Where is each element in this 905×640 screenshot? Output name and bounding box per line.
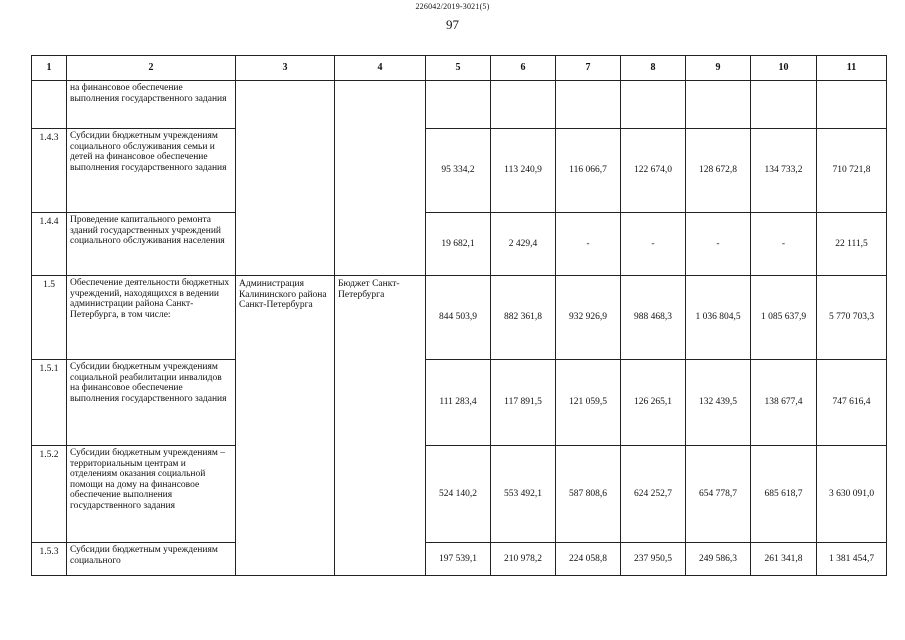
value-cell [556, 81, 621, 129]
row-description: Субсидии бюджетным учреждениям – территориальным центрам и отделениям оказания социальной помощи на дому на финансовое обеспечение выполнения государственного задания [67, 446, 236, 543]
source-cell-empty [335, 81, 426, 276]
header-row [32, 56, 887, 81]
row-code: 1.4.4 [32, 213, 67, 276]
value-cell: 988 468,3 [621, 276, 686, 360]
funding-source-cell: Бюджет Санкт-Петербурга [335, 276, 426, 576]
value-cell [491, 81, 556, 129]
value-cell: 116 066,7 [556, 129, 621, 213]
value-cell: 249 586,3 [686, 543, 751, 576]
value-cell [621, 81, 686, 129]
value-cell: 2 429,4 [491, 213, 556, 276]
value-cell: 128 672,8 [686, 129, 751, 213]
col-header: 7 [556, 56, 621, 81]
value-cell: 210 978,2 [491, 543, 556, 576]
executor-cell: Администрация Калининского района Санкт-Петербурга [236, 276, 335, 576]
value-cell: - [556, 213, 621, 276]
value-cell: 932 926,9 [556, 276, 621, 360]
value-cell: 261 341,8 [751, 543, 817, 576]
value-cell: 882 361,8 [491, 276, 556, 360]
value-cell: 553 492,1 [491, 446, 556, 543]
total-cell: 710 721,8 [817, 129, 887, 213]
value-cell: 685 618,7 [751, 446, 817, 543]
row-code: 1.5.3 [32, 543, 67, 576]
row-description: Проведение капитального ремонта зданий государственных учреждений социального обслуживания населения [67, 213, 236, 276]
col-header: 1 [32, 56, 67, 81]
row-description: Субсидии бюджетным учреждениям социальной реабилитации инвалидов на финансовое обеспечение выполнения государственного задания [67, 360, 236, 446]
table-row [32, 213, 887, 276]
value-cell: 844 503,9 [426, 276, 491, 360]
row-description: Субсидии бюджетным учреждениям социального [67, 543, 236, 576]
total-cell: 5 770 703,3 [817, 276, 887, 360]
row-description: на финансовое обеспечение выполнения государственного задания [67, 81, 236, 129]
budget-table [31, 55, 887, 576]
row-description: Обеспечение деятельности бюджетных учреждений, находящихся в ведении администрации района Санкт-Петербурга, в том числе: [67, 276, 236, 360]
col-header: 6 [491, 56, 556, 81]
col-header: 2 [67, 56, 236, 81]
col-header: 10 [751, 56, 817, 81]
value-cell [751, 81, 817, 129]
value-cell: 19 682,1 [426, 213, 491, 276]
total-cell: 22 111,5 [817, 213, 887, 276]
value-cell: 121 059,5 [556, 360, 621, 446]
value-cell: 132 439,5 [686, 360, 751, 446]
value-cell [426, 81, 491, 129]
value-cell: 237 950,5 [621, 543, 686, 576]
table-row [32, 81, 887, 129]
col-header: 8 [621, 56, 686, 81]
value-cell: 113 240,9 [491, 129, 556, 213]
value-cell: 111 283,4 [426, 360, 491, 446]
executor-cell-empty [236, 81, 335, 276]
value-cell: 117 891,5 [491, 360, 556, 446]
total-cell: 3 630 091,0 [817, 446, 887, 543]
col-header: 9 [686, 56, 751, 81]
document-id: 226042/2019-3021(5) [415, 2, 490, 11]
table-row [32, 129, 887, 213]
total-cell: 1 381 454,7 [817, 543, 887, 576]
value-cell: 95 334,2 [426, 129, 491, 213]
value-cell: 126 265,1 [621, 360, 686, 446]
row-code: 1.5.2 [32, 446, 67, 543]
value-cell: 134 733,2 [751, 129, 817, 213]
value-cell [686, 81, 751, 129]
col-header: 4 [335, 56, 426, 81]
row-code [32, 81, 67, 129]
table-row [32, 276, 887, 360]
value-cell: 224 058,8 [556, 543, 621, 576]
table-row [32, 543, 887, 576]
total-cell: 747 616,4 [817, 360, 887, 446]
value-cell: 138 677,4 [751, 360, 817, 446]
row-code: 1.5 [32, 276, 67, 360]
col-header: 5 [426, 56, 491, 81]
value-cell: 1 036 804,5 [686, 276, 751, 360]
total-cell [817, 81, 887, 129]
value-cell: - [621, 213, 686, 276]
row-code: 1.5.1 [32, 360, 67, 446]
value-cell: 1 085 637,9 [751, 276, 817, 360]
value-cell: - [751, 213, 817, 276]
value-cell: 524 140,2 [426, 446, 491, 543]
row-description: Субсидии бюджетным учреждениям социального обслуживания семьи и детей на финансовое обеспечение выполнения государственного задания [67, 129, 236, 213]
value-cell: 654 778,7 [686, 446, 751, 543]
value-cell: 587 808,6 [556, 446, 621, 543]
value-cell: 624 252,7 [621, 446, 686, 543]
value-cell: - [686, 213, 751, 276]
col-header: 11 [817, 56, 887, 81]
col-header: 3 [236, 56, 335, 81]
value-cell: 197 539,1 [426, 543, 491, 576]
row-code: 1.4.3 [32, 129, 67, 213]
table-row [32, 360, 887, 446]
page-number: 97 [446, 17, 459, 32]
table-row [32, 446, 887, 543]
value-cell: 122 674,0 [621, 129, 686, 213]
